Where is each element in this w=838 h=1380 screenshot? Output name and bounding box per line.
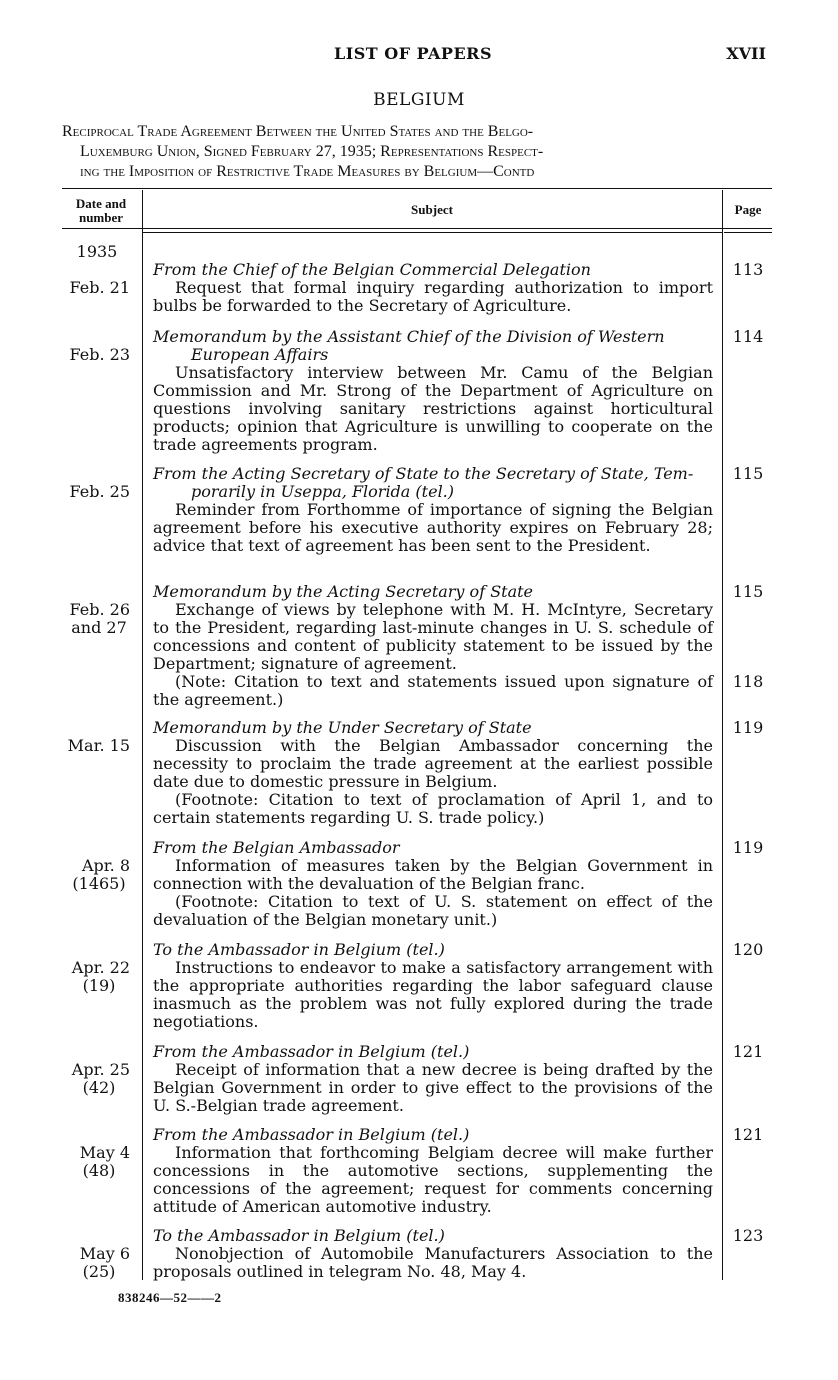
entry-date-text: Feb. 26 — [69, 600, 130, 619]
entry-subject — [153, 583, 713, 709]
entry-source-line: Memorandum by the Assistant Chief of the Division of Western — [153, 327, 665, 346]
running-title: LIST OF PAPERS — [334, 44, 492, 63]
entry-summary: Information of measures taken by the Belgian Government in connection with the devaluation of the Belgian franc. — [153, 856, 713, 893]
entry-date-text: Apr. 8 — [81, 856, 130, 875]
header-bottom-rule-2 — [142, 232, 722, 233]
entry-date — [58, 1043, 130, 1115]
entry-number: (1465) — [72, 874, 126, 893]
entry-date — [58, 941, 130, 1013]
entry-source: To the Ambassador in Belgium (tel.) — [153, 1226, 445, 1245]
entry-source: From the Chief of the Belgian Commercial Delegation — [153, 260, 591, 279]
country-heading: BELGIUM — [373, 90, 465, 110]
entry-date — [58, 839, 130, 911]
entry-subject — [153, 465, 713, 555]
header-bottom-rule — [62, 228, 772, 229]
entry-note: (Footnote: Citation to text of U. S. statement on effect of the devaluation of the Belgian monetary unit.) — [153, 892, 713, 929]
entry-date — [58, 1126, 130, 1198]
entry-date-text: Apr. 25 — [71, 1060, 130, 1079]
entry-source: To the Ambassador in Belgium (tel.) — [153, 940, 445, 959]
entry-page: 115 — [732, 464, 764, 483]
entry-number: (42) — [82, 1078, 116, 1097]
entry-subject — [153, 941, 713, 1031]
entry-date-text: May 6 — [79, 1244, 130, 1263]
column-header-date-line2: number — [78, 210, 124, 225]
entry-date — [58, 465, 130, 501]
entry-number: (19) — [82, 976, 116, 995]
entry-date-continuation: and 27 — [71, 618, 127, 637]
entry-source — [153, 465, 713, 501]
entry-page: 113 — [732, 260, 764, 279]
entry-date-text: May 4 — [79, 1143, 130, 1162]
entry-subject — [153, 1126, 713, 1216]
entry-source: Memorandum by the Under Secretary of State — [153, 718, 532, 737]
entry-note: (Footnote: Citation to text of proclamation of April 1, and to certain statements regarding U. S. trade policy.) — [153, 790, 713, 827]
entry-source: Memorandum by the Acting Secretary of State — [153, 582, 534, 601]
column-header-date — [62, 197, 140, 225]
entry-source: From the Belgian Ambassador — [153, 838, 400, 857]
entry-source — [153, 328, 713, 364]
entry-page: 115 — [732, 582, 764, 601]
entry-summary: Exchange of views by telephone with M. H. McIntyre, Secretary to the President, regarding last-minute changes in U. S. schedule of concessions and content of publicity statement to be issued by the Department; signature of agreement. — [153, 600, 713, 673]
entry-page: 121 — [732, 1042, 764, 1061]
entry-summary: Nonobjection of Automobile Manufacturers Association to the proposals outlined in telegram No. 48, May 4. — [153, 1244, 713, 1281]
section-heading — [62, 122, 766, 182]
entry-source-continuation: porarily in Useppa, Florida (tel.) — [191, 482, 455, 501]
column-header-page: Page — [734, 202, 762, 217]
entry-note: (Note: Citation to text and statements issued upon signature of the agreement.) — [153, 672, 713, 709]
entry-date — [58, 328, 130, 364]
entry-date — [58, 1227, 130, 1299]
column-divider-left — [142, 190, 143, 1280]
entry-source-line: From the Acting Secretary of State to the Secretary of State, Tem- — [153, 464, 694, 483]
entry-page: 123 — [732, 1226, 764, 1245]
printer-imprint: 838246—52——2 — [118, 1290, 222, 1305]
entry-date — [58, 719, 130, 755]
entry-number: (48) — [82, 1161, 116, 1180]
entry-summary: Reminder from Forthomme of importance of signing the Belgian agreement before his executive authority expires on February 28; advice that text of agreement has been sent to the President. — [153, 500, 713, 555]
entry-number: (25) — [82, 1262, 116, 1281]
entry-subject — [153, 1227, 713, 1281]
entry-source-continuation: European Affairs — [191, 345, 329, 364]
page-column-top-rule — [724, 232, 772, 233]
entry-subject — [153, 261, 713, 315]
section-heading-line: Reciprocal Trade Agreement Between the United States and the Belgo- — [62, 123, 534, 140]
entry-date-text: Feb. 21 — [69, 278, 130, 297]
entry-summary: Information that forthcoming Belgiam decree will make further concessions in the automotive sections, supplementing the concessions of the agreement; request for comments concerning attitude of American automotive industry. — [153, 1143, 713, 1216]
entry-page: 119 — [732, 838, 764, 857]
entry-page: 119 — [732, 718, 764, 737]
entry-date — [58, 583, 130, 655]
column-header-date-line1: Date and — [75, 196, 127, 211]
entry-date-text: Apr. 22 — [71, 958, 130, 977]
entry-date — [58, 261, 130, 297]
entry-page: 120 — [732, 940, 764, 959]
entry-summary: Instructions to endeavor to make a satisfactory arrangement with the appropriate authorities regarding the labor safeguard clause inasmuch as the problem was not fully explored during the trade negotiations. — [153, 958, 713, 1031]
running-head — [60, 44, 766, 66]
entry-page: 114 — [732, 327, 764, 346]
entry-date-text: Feb. 25 — [69, 482, 130, 501]
year-label: 1935 — [76, 242, 118, 261]
entry-date-text: Feb. 23 — [69, 345, 130, 364]
section-heading-line: ing the Imposition of Restrictive Trade Measures by Belgium—Contd — [80, 163, 535, 180]
entry-subject — [153, 839, 713, 929]
column-divider-right — [722, 190, 723, 1280]
entry-subject — [153, 328, 713, 454]
table-top-rule — [62, 188, 772, 189]
entry-source: From the Ambassador in Belgium (tel.) — [153, 1042, 470, 1061]
column-header-subject: Subject — [411, 202, 453, 217]
entry-subject — [153, 1043, 713, 1115]
entry-summary: Request that formal inquiry regarding authorization to import bulbs be forwarded to the Secretary of Agriculture. — [153, 278, 713, 315]
entry-summary: Receipt of information that a new decree is being drafted by the Belgian Government in order to give effect to the provisions of the U. S.-Belgian trade agreement. — [153, 1060, 713, 1115]
entry-summary: Discussion with the Belgian Ambassador concerning the necessity to proclaim the trade agreement at the earliest possible date due to domestic pressure in Belgium. — [153, 736, 713, 791]
entry-source: From the Ambassador in Belgium (tel.) — [153, 1125, 470, 1144]
section-heading-line: Luxemburg Union, Signed February 27, 1935; Representations Respect- — [80, 143, 544, 160]
entry-subject — [153, 719, 713, 827]
entry-page: 121 — [732, 1125, 764, 1144]
page-number: XVII — [726, 44, 766, 63]
entry-date-text: Mar. 15 — [67, 736, 130, 755]
entry-note-page: 118 — [732, 672, 764, 691]
entry-summary: Unsatisfactory interview between Mr. Camu of the Belgian Commission and Mr. Strong of the Department of Agriculture on questions involving sanitary restrictions against horticultural products; opinion that Agriculture is unwilling to cooperate on the trade agreements program. — [153, 363, 713, 454]
